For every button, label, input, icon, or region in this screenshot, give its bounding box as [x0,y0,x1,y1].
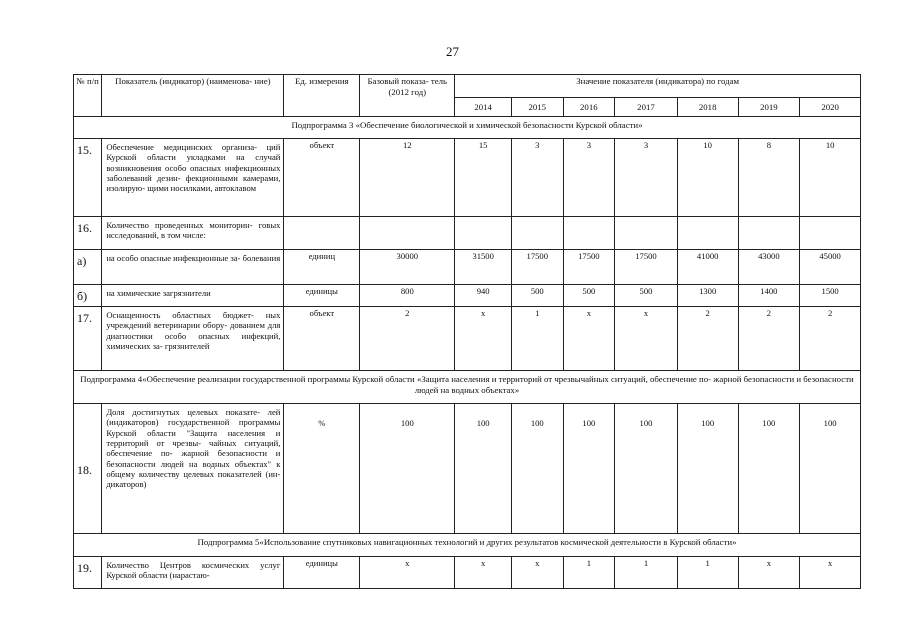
row-year-value: 1 [677,557,738,589]
subprogram-3-title: Подпрограмма 3 «Обеспечение биологической и химической безопасности Курской области» [74,117,861,139]
row-year-value [563,217,615,250]
row-unit [284,217,360,250]
row-year-value: х [800,557,861,589]
header-values-title: Значение показателя (индикатора) по годам [455,75,861,98]
row-year-value: 17500 [563,250,615,285]
row-base-value: 2 [360,307,455,371]
row-base-value: 30000 [360,250,455,285]
table-row [74,557,861,589]
header-base: Базовый показа- тель (2012 год) [360,75,455,117]
row-year-value: 500 [563,285,615,307]
row-year-value: 10 [800,139,861,217]
page-number: 27 [446,44,459,59]
header-num: № п/п [74,75,102,117]
row-year-value: 1 [563,557,615,589]
row-year-value: 100 [677,404,738,534]
row-year-value: 3 [511,139,563,217]
row-year-value: 2 [738,307,800,371]
table-row [74,250,861,285]
row-unit: % [284,404,360,534]
row-indicator-name: Обеспечение медицинских организа- ций Курской области укладками на случай возникновения особо опасных инфекционных заболеваний дезин- фекционными камерами, изолирую- щими носилками, автоклавом [102,139,284,217]
table-row [74,217,861,250]
row-year-value [455,217,512,250]
row-year-value: 1400 [738,285,800,307]
row-year-value: 100 [738,404,800,534]
header-year: 2015 [511,98,563,117]
table-row [74,139,861,217]
row-base-value: 12 [360,139,455,217]
row-base-value [360,217,455,250]
row-year-value: х [455,557,512,589]
row-indicator-name: на особо опасные инфекционные за- болевания [102,250,284,285]
row-year-value: 45000 [800,250,861,285]
row-unit: объект [284,139,360,217]
row-year-value: 2 [800,307,861,371]
header-indicator: Показатель (индикатор) (наименова- ние) [102,75,284,117]
row-year-value: 43000 [738,250,800,285]
row-year-value: 100 [455,404,512,534]
row-year-value: 100 [800,404,861,534]
header-year: 2020 [800,98,861,117]
row-year-value [738,217,800,250]
subprogram-5-title: Подпрограмма 5«Использование спутниковых навигационных технологий и других результатов космической деятельности в Курской области» [74,534,861,557]
header-year: 2017 [615,98,678,117]
indicator-table [73,74,861,589]
header-year: 2016 [563,98,615,117]
row-year-value: 1500 [800,285,861,307]
table-row [74,404,861,534]
header-unit: Ед. измерения [284,75,360,117]
table-row [74,307,861,371]
row-year-value: 100 [511,404,563,534]
row-indicator-name: Количество Центров космических услуг Курской области (нарастаю- [102,557,284,589]
row-number: 15. [74,139,102,217]
row-year-value: 8 [738,139,800,217]
row-unit: единицы [284,285,360,307]
row-year-value: 3 [563,139,615,217]
header-year: 2014 [455,98,512,117]
row-year-value: х [563,307,615,371]
row-year-value: 100 [563,404,615,534]
row-year-value [511,217,563,250]
row-number: 19. [74,557,102,589]
row-year-value: 15 [455,139,512,217]
row-indicator-name: на химические загрязнители [102,285,284,307]
header-year: 2019 [738,98,800,117]
row-year-value: х [615,307,678,371]
row-year-value [615,217,678,250]
row-indicator-name: Количество проведенных мониторин- говых исследований, в том числе: [102,217,284,250]
row-base-value: х [360,557,455,589]
row-unit: объект [284,307,360,371]
table-row [74,285,861,307]
row-year-value: 10 [677,139,738,217]
row-year-value: 100 [615,404,678,534]
row-year-value: 1300 [677,285,738,307]
row-base-value: 100 [360,404,455,534]
row-indicator-name: Доля достигнутых целевых показате- лей (индикаторов) государственной программы Курской области "Защита населения и территорий от чрезвы- чайных ситуаций, обеспечение по- жарной безопасности и безопасности людей на водных объектах" к общему количеству целевых показателей (ин- дикаторов) [102,404,284,534]
row-year-value: 31500 [455,250,512,285]
row-unit: единицы [284,557,360,589]
row-indicator-name: Оснащенность областных бюджет- ных учреждений ветеринарии обору- дованием для диагностики особо опасных инфекций, химических за- грязнителей [102,307,284,371]
row-number: 16. [74,217,102,250]
row-number: а) [74,250,102,285]
row-year-value: 17500 [615,250,678,285]
row-year-value: х [455,307,512,371]
row-year-value: 17500 [511,250,563,285]
row-year-value: 1 [511,307,563,371]
row-year-value: 940 [455,285,512,307]
row-year-value: х [738,557,800,589]
header-year: 2018 [677,98,738,117]
row-year-value: 500 [511,285,563,307]
row-year-value [800,217,861,250]
row-year-value: 500 [615,285,678,307]
row-year-value [677,217,738,250]
row-year-value: 41000 [677,250,738,285]
subprogram-4-title: Подпрограмма 4«Обеспечение реализации государственной программы Курской области «Защита населения и территорий от чрезвычайных ситуаций, обеспечение по- жарной безопасности и безопасности людей на водных объектах» [74,371,861,404]
row-unit: единиц [284,250,360,285]
row-year-value: х [511,557,563,589]
row-year-value: 2 [677,307,738,371]
row-year-value: 3 [615,139,678,217]
row-base-value: 800 [360,285,455,307]
row-number: б) [74,285,102,307]
row-number: 17. [74,307,102,371]
row-number: 18. [74,404,102,534]
row-year-value: 1 [615,557,678,589]
